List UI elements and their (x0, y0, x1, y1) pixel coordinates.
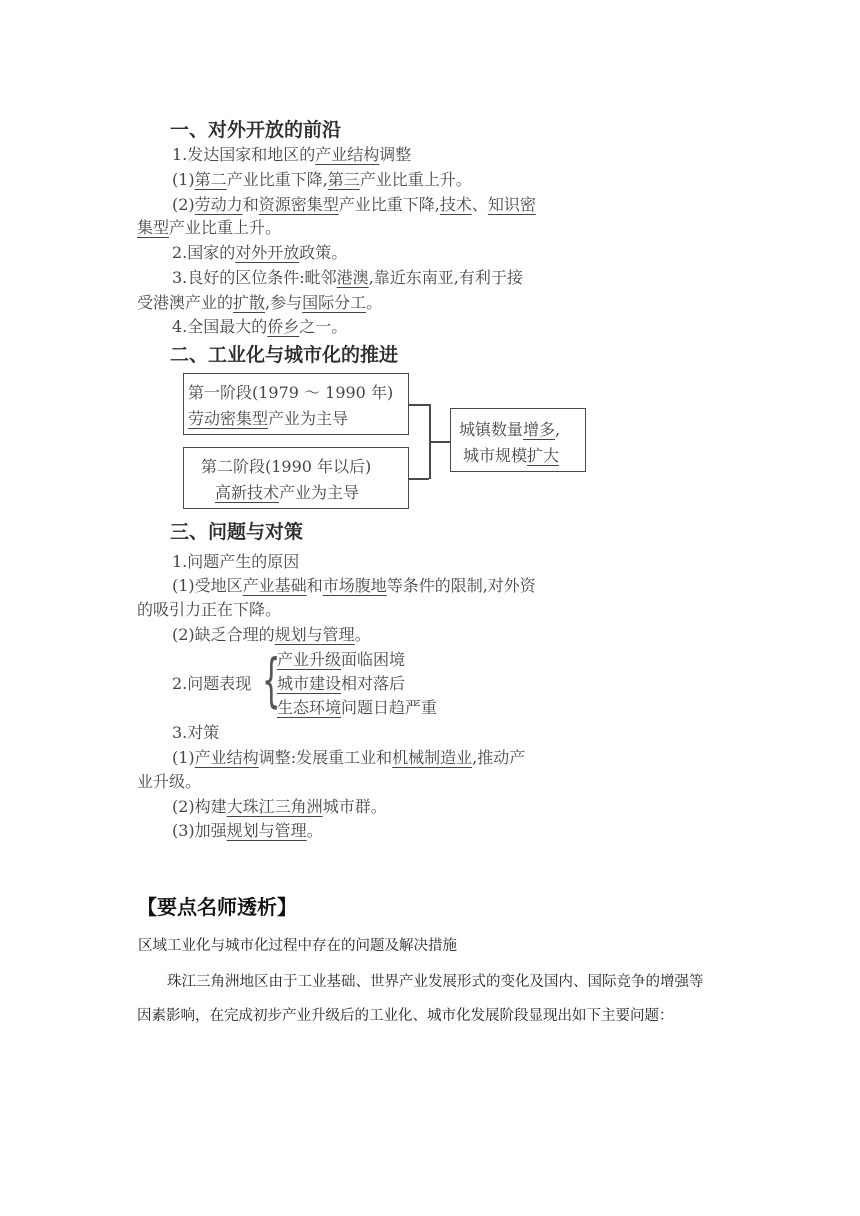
text: ,靠近东南亚,有利于接 (368, 268, 523, 287)
connector-line (409, 478, 429, 480)
answer: 产业基础 (242, 576, 307, 595)
text: 受港澳产业的 (137, 293, 234, 312)
connector-line (409, 404, 429, 406)
answer: 产业结构 (194, 748, 259, 767)
text: 4.全国最大的 (172, 317, 268, 336)
item-3c (172, 818, 323, 841)
analysis-paragraph-line-1: 珠江三角洲地区由于工业基础、世界产业发展形式的变化及国内、国际竞争的增强等 (167, 974, 704, 990)
text: 调整:发展重工业和 (258, 748, 393, 767)
text: ,参与 (265, 293, 303, 312)
text: 。 (366, 293, 383, 312)
text: (1) (172, 748, 195, 767)
item-1a (172, 573, 536, 596)
answer: 第三 (327, 170, 360, 189)
answer: 市场腹地 (322, 576, 387, 595)
text: 城镇数量 (459, 420, 524, 439)
answer: 扩大 (527, 446, 560, 465)
text: 。 (354, 625, 371, 644)
text: 3.良好的区位条件:毗邻 (172, 268, 337, 287)
text: 城市群。 (322, 797, 387, 816)
answer: 第二 (194, 170, 227, 189)
answer: 知识密 (487, 195, 536, 214)
item-2-label: 2.问题表现 (172, 674, 252, 693)
item-3a-cont: 业升级。 (137, 772, 202, 791)
answer: 机械制造业 (392, 748, 473, 767)
text: 问题日趋严重 (341, 698, 438, 717)
answer: 扩散 (233, 293, 266, 312)
text: (1) (172, 170, 195, 189)
answer: 增多 (523, 420, 556, 439)
answer: 规划与管理 (226, 821, 307, 840)
answer: 城市建设 (277, 674, 342, 693)
analysis-title: 【要点名师透析】 (137, 895, 297, 919)
text: 1.发达国家和地区的 (172, 145, 316, 164)
item-1b (172, 192, 536, 215)
answer: 资源密集型 (258, 195, 339, 214)
item-1a (172, 167, 472, 190)
problem-c (277, 695, 437, 718)
answer: 集型 (137, 218, 170, 237)
text: 产业比重下降, (338, 195, 440, 214)
item-1a-cont: 的吸引力正在下降。 (137, 600, 282, 619)
answer: 产业升级 (277, 650, 342, 669)
text: 相对落后 (341, 674, 406, 693)
item-3a (172, 745, 525, 768)
text: ,推动产 (472, 748, 526, 767)
text: 2.国家的 (172, 243, 236, 262)
section-heading-problems: 三、问题与对策 (170, 521, 304, 543)
text: 。 (306, 821, 323, 840)
connector-line (429, 441, 450, 443)
item-3 (172, 265, 523, 288)
item-3-cont (137, 290, 382, 313)
problem-a (277, 647, 405, 670)
answer: 对外开放 (235, 243, 300, 262)
text: 产业比重上升。 (359, 170, 472, 189)
text: 、 (471, 195, 488, 214)
item-4 (172, 314, 347, 337)
answer: 技术 (439, 195, 472, 214)
text: 和 (242, 195, 259, 214)
answer: 生态环境 (277, 698, 342, 717)
result-box (450, 408, 586, 472)
answer: 劳动密集型 (188, 409, 269, 428)
text: 调整 (379, 145, 412, 164)
text: (3)加强 (172, 821, 227, 840)
item-2 (172, 240, 347, 263)
analysis-subtitle: 区域工业化与城市化过程中存在的问题及解决措施 (138, 938, 457, 954)
item-1b-cont (137, 215, 281, 238)
text: 和 (306, 576, 323, 595)
stage-2-desc (215, 480, 359, 503)
analysis-paragraph-line-2: 因素影响，在完成初步产业升级后的工业化、城市化发展阶段显现出如下主要问题： (137, 1008, 674, 1024)
answer: 侨乡 (267, 317, 300, 336)
text: 之一。 (299, 317, 348, 336)
item-1 (172, 142, 411, 165)
item-3: 3.对策 (172, 723, 220, 742)
section-heading-opening: 一、对外开放的前沿 (170, 119, 342, 141)
text: 产业比重下降, (226, 170, 328, 189)
text: (2)缺乏合理的 (172, 625, 275, 644)
section-heading-industrialization: 二、工业化与城市化的推进 (170, 344, 399, 366)
answer: 港澳 (336, 268, 369, 287)
answer: 国际分工 (302, 293, 367, 312)
item-1b (172, 622, 371, 645)
answer: 高新技术 (215, 483, 280, 502)
text: , (555, 420, 561, 439)
stage-2-title: 第二阶段(1990 年以后) (201, 457, 372, 476)
text: (2)构建 (172, 797, 227, 816)
stage-1-box (183, 373, 409, 435)
stage-1-desc (188, 406, 348, 429)
item-3b (172, 794, 387, 817)
text: 政策。 (299, 243, 348, 262)
stage-2-box (183, 447, 409, 509)
curly-brace-icon: { (262, 646, 281, 714)
result-line-1 (459, 417, 560, 440)
problem-b (277, 671, 405, 694)
answer: 大珠江三角洲 (226, 797, 323, 816)
answer: 产业结构 (315, 145, 380, 164)
text: (1)受地区 (172, 576, 243, 595)
text: 等条件的限制,对外资 (386, 576, 536, 595)
text: (2) (172, 195, 195, 214)
item-1: 1.问题产生的原因 (172, 552, 300, 571)
answer: 规划与管理 (274, 625, 355, 644)
stage-1-title: 第一阶段(1979 ～ 1990 年) (188, 383, 394, 402)
text: 产业为主导 (279, 483, 360, 502)
text: 产业为主导 (268, 409, 349, 428)
text: 面临困境 (341, 650, 406, 669)
text: 产业比重上升。 (169, 218, 282, 237)
answer: 劳动力 (194, 195, 243, 214)
text: 城市规模 (463, 446, 528, 465)
result-line-2 (463, 443, 559, 466)
